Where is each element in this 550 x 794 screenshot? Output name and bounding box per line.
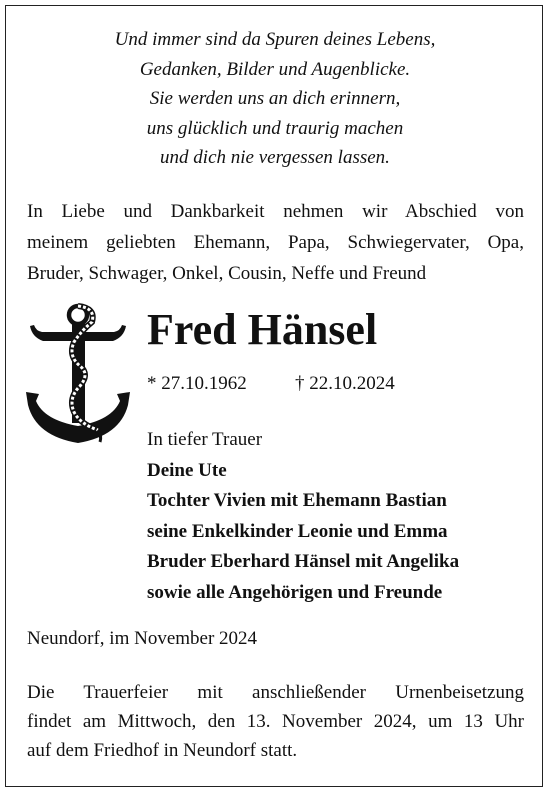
funeral-line: Die Trauerfeier mit anschließender Urnenbeisetzung xyxy=(27,682,524,703)
birth-date: * 27.10.1962 xyxy=(147,373,247,394)
place-date: Neundorf, im November 2024 xyxy=(27,628,258,649)
deceased-name: Fred Hänsel xyxy=(147,305,378,354)
poem-line: und dich nie vergessen lassen. xyxy=(160,147,390,168)
intro-text xyxy=(27,196,524,289)
mourners xyxy=(147,425,459,608)
poem xyxy=(0,25,550,173)
funeral-line: auf dem Friedhof in Neundorf statt. xyxy=(27,740,298,761)
poem-line: Und immer sind da Spuren deines Lebens, xyxy=(114,29,436,50)
mourner: sowie alle Angehörigen und Freunde xyxy=(147,581,443,603)
mourner: Bruder Eberhard Hänsel mit Angelika xyxy=(147,551,460,572)
mourner: seine Enkelkinder Leonie und Emma xyxy=(147,520,448,542)
poem-line: Gedanken, Bilder und Augenblicke. xyxy=(139,58,411,80)
death-date: † 22.10.2024 xyxy=(295,373,395,394)
mourning-heading: In tiefer Trauer xyxy=(147,429,263,450)
intro-line: meinem geliebten Ehemann, Papa, Schwiegervater, Opa, xyxy=(27,232,524,253)
intro-line: Bruder, Schwager, Onkel, Cousin, Neffe und Freund xyxy=(27,263,427,284)
funeral-line: findet am Mittwoch, den 13. November 2024, um 13 Uhr xyxy=(27,711,524,732)
mourner: Tochter Vivien mit Ehemann Bastian xyxy=(147,490,447,511)
poem-line: uns glücklich und traurig machen xyxy=(146,117,404,139)
poem-line: Sie werden uns an dich erinnern, xyxy=(149,88,401,109)
mourner: Deine Ute xyxy=(147,459,227,481)
funeral-info xyxy=(27,678,524,765)
intro-line: In Liebe und Dankbarkeit nehmen wir Abschied von xyxy=(27,201,524,222)
life-dates xyxy=(147,373,395,395)
anchor-icon xyxy=(22,302,132,452)
